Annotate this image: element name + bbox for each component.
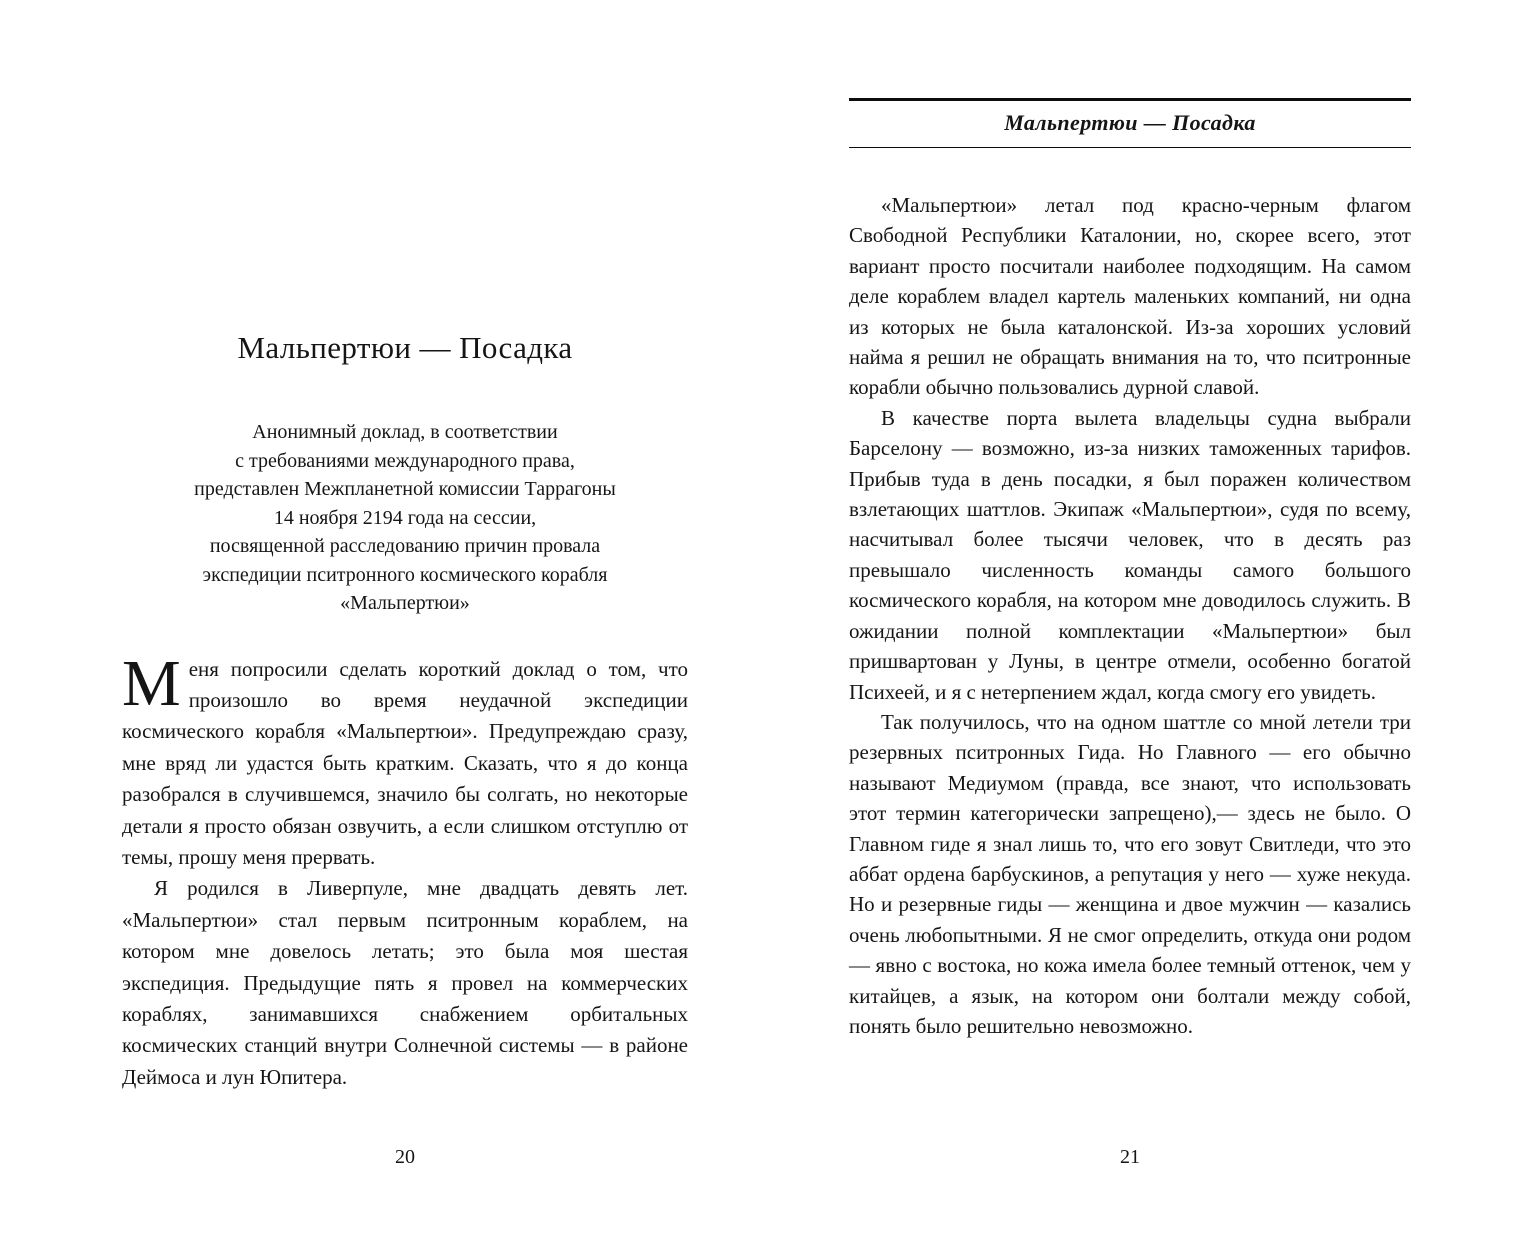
paragraph: Я родился в Ливерпуле, мне двадцать девять лет. «Мальпертюи» стал первым пситронным кораблем, на котором мне довелось летать; это была моя шестая экспедиция. Предыдущие пять я провел на коммерческих кораблях, занимавшихся снабжением орбитальных космических станций внутри Солнечной системы — в районе Деймоса и лун Юпитера.: [122, 876, 688, 1089]
running-header: [849, 98, 1411, 148]
paragraph: «Мальпертюи» летал под красно-черным флагом Свободной Республики Каталонии, но, скорее всего, этот вариант просто посчитали наиболее подходящим. На самом деле кораблем владел картель маленьких компаний, ни одна из которых не была каталонской. Из-за хороших условий найма я решил не обращать внимания на то, что пситронные корабли обычно пользовались дурной славой.: [849, 193, 1411, 400]
chapter-title: Мальпертюи — Посадка: [237, 330, 573, 365]
epigraph-line: «Мальпертюи»: [340, 592, 470, 614]
epigraph-line: экспедиции пситронного космического корабля: [202, 563, 608, 586]
header-rule-bottom: [849, 147, 1411, 148]
epigraph-line: Анонимный доклад, в соответствии: [252, 421, 558, 443]
epigraph-line: представлен Межпланетной комиссии Таррагоны: [194, 478, 616, 500]
paragraph: Так получилось, что на одном шаттле со мной летели три резервных пситронных Гида. Но Главного — его обычно называют Медиумом (правда, все знают, что использовать этот термин категорически запрещено),— здесь не было. О Главном гиде я знал лишь то, что его зовут Свитледи, что это аббат ордена барбускинов, а репутация у него — хуже некуда. Но и резервные гиды — женщина и двое мужчин — казались очень любопытными. Я не смог определить, откуда они родом — явно с востока, но кожа имела более темный оттенок, чем у китайцев, а язык, на котором они болтали между собой, понять было решительно невозможно.: [849, 709, 1411, 1038]
drop-cap: М: [122, 646, 181, 720]
page-number: 21: [1120, 1146, 1140, 1168]
paragraph: В качестве порта вылета владельцы судна выбрали Барселону — возможно, из-за низких таможенных тарифов. Прибыв туда в день посадки, я был поражен количеством взлетающих шаттлов. Экипаж «Мальпертюи», судя по всему, насчитывал более тысячи человек, что в десять раз превышало численность команды самого большого космического корабля, на котором мне доводилось служить. В ожидании полной комплектации «Мальпертюи» был пришвартован у Луны, в центре отмели, особенно богатой Психеей, и я с нетерпением ждал, когда смогу его увидеть.: [849, 405, 1411, 704]
page-number: 20: [395, 1146, 415, 1168]
epigraph-line: посвященной расследованию причин провала: [209, 535, 601, 557]
page-body: [849, 190, 1411, 1041]
paragraph-text: еня попросили сделать короткий доклад о том, что произошло во время неудачной экспедиции космического корабля «Мальпертюи». Предупреждаю сразу, мне вряд ли удастся быть кратким. Сказать, что я до конца разобрался в случившемся, значило бы солгать, но некоторые детали я просто обязан озвучить, а если слишком отступлю от темы, прошу меня прервать.: [122, 656, 688, 869]
paragraph: [122, 646, 688, 874]
epigraph-line: с требованиями международного права,: [235, 449, 575, 472]
epigraph: [122, 418, 688, 618]
left-page: [122, 0, 688, 1241]
epigraph-line: 14 ноября 2194 года на сессии,: [273, 506, 537, 529]
right-page: [849, 0, 1411, 1241]
running-header-title: Мальпертюи — Посадка: [1004, 110, 1256, 135]
